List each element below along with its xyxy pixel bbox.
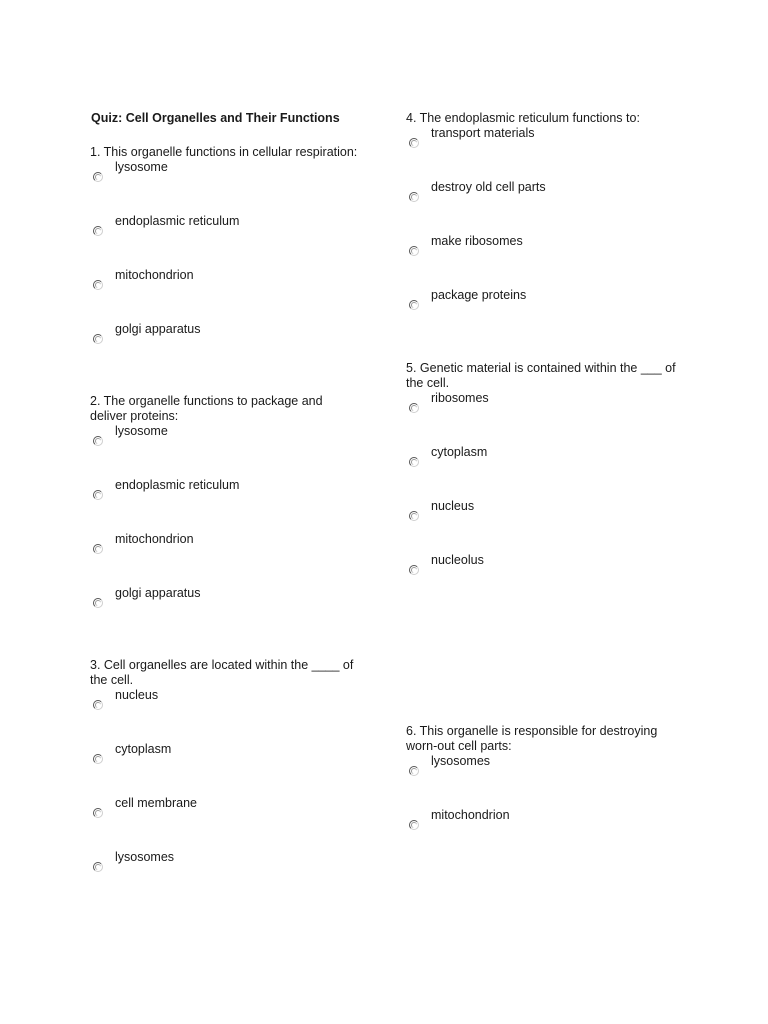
answer-option xyxy=(406,391,688,445)
radio-button[interactable] xyxy=(93,334,103,344)
answer-option xyxy=(406,808,678,862)
answer-label: mitochondrion xyxy=(115,532,194,546)
answer-option xyxy=(90,742,362,796)
answer-label: cytoplasm xyxy=(431,445,488,459)
answer-option xyxy=(90,586,340,640)
radio-button[interactable] xyxy=(409,565,419,575)
question-5 xyxy=(406,361,688,607)
radio-button[interactable] xyxy=(409,403,419,413)
answer-label: cell membrane xyxy=(115,796,197,810)
radio-button[interactable] xyxy=(93,280,103,290)
quiz-title: Quiz: Cell Organelles and Their Functions xyxy=(91,111,340,125)
answer-option xyxy=(90,850,362,904)
answer-option xyxy=(406,234,686,288)
answer-option xyxy=(90,688,362,742)
answer-label: nucleus xyxy=(431,499,475,513)
question-4 xyxy=(406,111,686,342)
radio-button[interactable] xyxy=(409,511,419,521)
answer-label: lysosome xyxy=(115,424,168,438)
answer-label: transport materials xyxy=(431,126,535,140)
radio-button[interactable] xyxy=(93,172,103,182)
answer-label: cytoplasm xyxy=(115,742,172,756)
answer-label: lysosomes xyxy=(115,850,175,864)
answer-label: endoplasmic reticulum xyxy=(115,214,240,228)
answer-label: lysosomes xyxy=(431,754,491,768)
radio-button[interactable] xyxy=(93,754,103,764)
answer-option xyxy=(90,796,362,850)
radio-button[interactable] xyxy=(93,544,103,554)
radio-button[interactable] xyxy=(409,766,419,776)
answer-option xyxy=(90,214,370,268)
answer-label: mitochondrion xyxy=(431,808,510,822)
radio-button[interactable] xyxy=(93,862,103,872)
question-2 xyxy=(90,394,340,640)
answer-label: lysosome xyxy=(115,160,168,174)
radio-button[interactable] xyxy=(93,226,103,236)
question-3 xyxy=(90,658,362,904)
answer-label: golgi apparatus xyxy=(115,586,201,600)
answer-label: destroy old cell parts xyxy=(431,180,546,194)
question-prompt: 1. This organelle functions in cellular respiration: xyxy=(90,145,358,159)
answer-option xyxy=(90,532,340,586)
answer-option xyxy=(90,424,340,478)
answer-option xyxy=(90,322,370,376)
radio-button[interactable] xyxy=(409,457,419,467)
radio-button[interactable] xyxy=(93,436,103,446)
question-prompt: 2. The organelle functions to package and deliver proteins: xyxy=(90,394,323,423)
answer-option xyxy=(406,288,686,342)
answer-label: golgi apparatus xyxy=(115,322,201,336)
question-prompt: 3. Cell organelles are located within the ____ of the cell. xyxy=(90,658,354,687)
question-prompt: 6. This organelle is responsible for destroying worn-out cell parts: xyxy=(406,724,658,753)
answer-option xyxy=(406,126,686,180)
answer-label: endoplasmic reticulum xyxy=(115,478,240,492)
answer-option xyxy=(406,499,688,553)
question-prompt: 4. The endoplasmic reticulum functions to: xyxy=(406,111,640,125)
answer-label: nucleus xyxy=(115,688,159,702)
radio-button[interactable] xyxy=(93,700,103,710)
question-prompt: 5. Genetic material is contained within the ___ of the cell. xyxy=(406,361,676,390)
radio-button[interactable] xyxy=(409,192,419,202)
answer-option xyxy=(406,445,688,499)
answer-option xyxy=(406,754,678,808)
answer-option xyxy=(406,180,686,234)
radio-button[interactable] xyxy=(93,490,103,500)
answer-option xyxy=(90,268,370,322)
radio-button[interactable] xyxy=(409,138,419,148)
radio-button[interactable] xyxy=(93,808,103,818)
answer-label: nucleolus xyxy=(431,553,484,567)
answer-option xyxy=(406,553,688,607)
answer-label: package proteins xyxy=(431,288,527,302)
question-1 xyxy=(90,145,370,376)
radio-button[interactable] xyxy=(409,820,419,830)
radio-button[interactable] xyxy=(409,300,419,310)
radio-button[interactable] xyxy=(93,598,103,608)
radio-button[interactable] xyxy=(409,246,419,256)
question-6 xyxy=(406,724,678,862)
answer-label: ribosomes xyxy=(431,391,489,405)
answer-option xyxy=(90,478,340,532)
answer-label: mitochondrion xyxy=(115,268,194,282)
answer-label: make ribosomes xyxy=(431,234,523,248)
answer-option xyxy=(90,160,370,214)
